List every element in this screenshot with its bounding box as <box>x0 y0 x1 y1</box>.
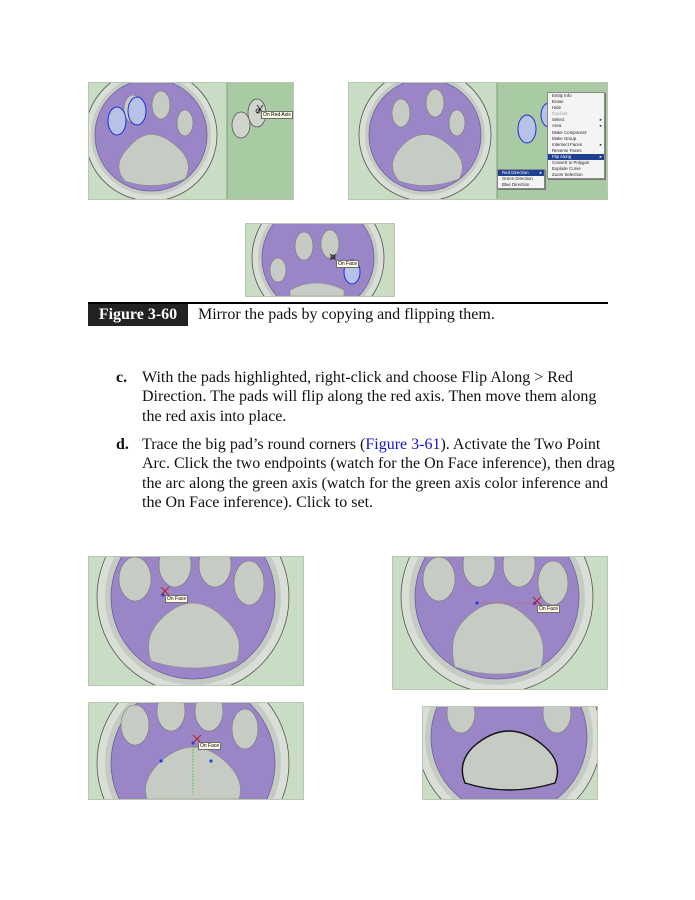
on-face-tooltip: On Face <box>167 596 187 602</box>
menu-item-entity-info[interactable]: Entity Info <box>552 93 572 98</box>
menu-item-zoom-selection[interactable]: Zoom Selection <box>552 172 583 178</box>
fig61-screenshot-2 <box>392 556 608 690</box>
menu-item-flip-along[interactable]: Flip Along ▸ <box>548 154 604 160</box>
figure-label: Figure 3-60 <box>88 304 188 326</box>
step-c <box>116 368 616 426</box>
fig60-screenshot-1 <box>88 82 294 200</box>
step-letter: c. <box>116 369 128 386</box>
on-red-axis-tooltip: On Red Axis <box>263 112 291 118</box>
submenu-item-green-direction[interactable]: Green Direction <box>502 176 533 182</box>
fig61-screenshot-1 <box>88 556 304 686</box>
menu-item-explode-curve[interactable]: Explode Curve <box>552 166 581 172</box>
figure-link[interactable]: Figure 3-61 <box>365 436 441 453</box>
context-menu <box>547 92 605 179</box>
menu-item-explode: Explode <box>552 111 568 117</box>
submenu-item-blue-direction[interactable]: Blue Direction <box>502 182 530 188</box>
menu-item-make-component[interactable]: Make Component <box>552 129 587 135</box>
menu-item-select[interactable]: Select ▸ <box>552 117 602 123</box>
on-face-tooltip: On Face <box>200 743 220 749</box>
submenu-item-red-direction[interactable]: Red Direction ▸ <box>498 170 544 176</box>
step-letter: d. <box>116 436 129 453</box>
on-face-tooltip: On Face <box>539 606 559 612</box>
menu-item-reverse-faces[interactable]: Reverse Faces <box>552 147 582 153</box>
menu-item-erase[interactable]: Erase <box>552 99 564 105</box>
menu-item-convert-to-polygon[interactable]: Convert to Polygon <box>552 160 590 166</box>
menu-item-make-group[interactable]: Make Group <box>552 135 577 141</box>
step-text: With the pads highlighted, right-click and choose Flip Along > Red Direction. The pads will flip along the red axis. Then move them along the red axis into place. <box>142 369 597 425</box>
on-face-tooltip: On Face <box>338 261 358 267</box>
figure-caption: Mirror the pads by copying and flipping them. <box>198 306 495 323</box>
fig60-screenshot-3 <box>245 223 395 297</box>
menu-item-hide[interactable]: Hide <box>552 105 562 111</box>
flip-along-submenu <box>497 169 545 189</box>
fig60-screenshot-2 <box>348 82 608 200</box>
step-d <box>116 435 616 512</box>
fig61-screenshot-3 <box>88 702 304 800</box>
step-text: Trace the big pad’s round corners (Figure 3-61). Activate the Two Point Arc. Click the two endpoints (watch for the On Face inference), then drag the arc along the green axis (watch for the green axis color inference and the On Face inference). Click to set. <box>142 436 615 511</box>
fig61-screenshot-4 <box>422 706 598 800</box>
menu-item-intersect-faces[interactable]: Intersect Faces ▸ <box>552 141 602 147</box>
menu-item-area[interactable]: Area ▸ <box>552 123 602 129</box>
